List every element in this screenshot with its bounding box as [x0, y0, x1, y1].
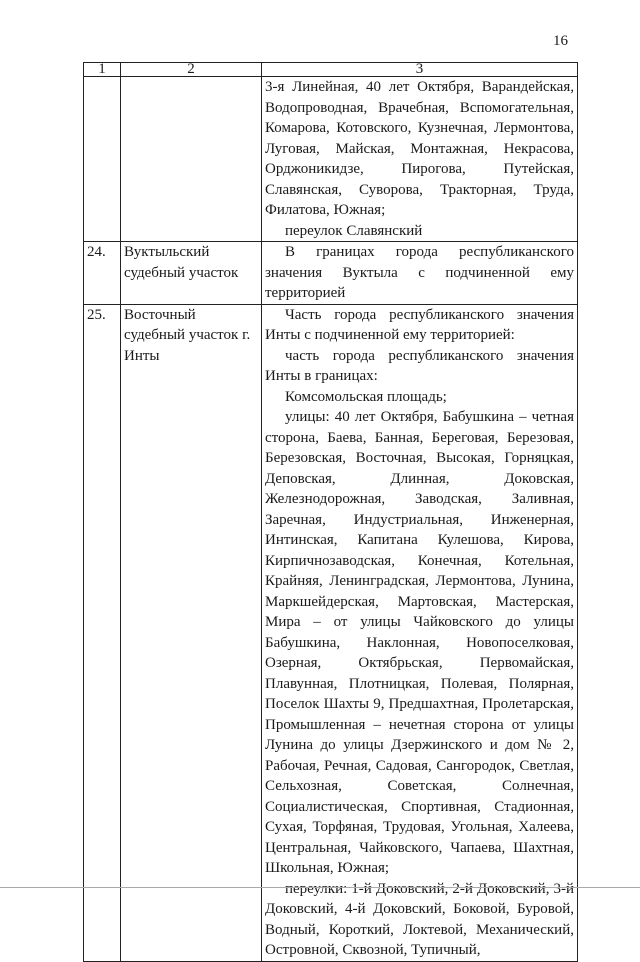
district-boundaries — [262, 77, 578, 242]
row-number: 24. — [84, 242, 121, 305]
boundary-paragraph: Комсомольская площадь; — [285, 388, 447, 405]
row-number: 25. — [84, 304, 121, 961]
boundary-paragraph: часть города республиканского значения Инты в границах: — [265, 347, 574, 384]
boundary-paragraph: улицы: 40 лет Октября, Бабушкина – четная сторона, Баева, Банная, Береговая, Березовая, Березовская, Восточная, Высокая, Горняцкая, Деповская, Длинная, Доковская, Железнодорожная, Заводская, Заливная, Заречная, Индустриальная, Инженерная, Интинская, Капитана Кулешова, Кирова, Кирпичнозаводская, Конечная, Котельная, Крайняя, Ленинградская, Лермонтова, Лунина, Маркшейдерская, Мартовская, Мастерская, Мира – от улицы Чайковского до улицы Бабушкина, Наклонная, Новопоселковая, Озерная, Октябрьская, Первомайская, Плавунная, Плотницкая, Полевая, Полярная, Поселок Шахты 9, Предшахтная, Пролетарская, Промышленная – нечетная сторона от улицы Лунина до улицы Дзержинского и дом № 2, Рабочая, Речная, Садовая, Сангородок, Светлая, Сельхозная, Советская, Солнечная, Социалистическая, Спортивная, Стадионная, Сухая, Торфяная, Трудовая, Угольная, Халеева, Центральная, Чайковского, Чапаева, Шахтная, Школьная, Южная; — [265, 409, 574, 876]
district-boundaries — [262, 304, 578, 961]
table-row — [84, 77, 578, 242]
court-districts-table — [83, 62, 578, 962]
boundary-paragraph: В границах города республиканского значения Вуктыла с подчиненной ему территорией — [265, 244, 574, 301]
district-name: Вуктыльский судебный участок — [121, 242, 262, 305]
district-name — [121, 77, 262, 242]
page-number: 16 — [553, 33, 568, 49]
table-row — [84, 242, 578, 305]
header-col-3: 3 — [262, 63, 578, 77]
district-boundaries — [262, 242, 578, 305]
district-name: Восточный судебный участок г. Инты — [121, 304, 262, 961]
boundary-paragraph: переулки: 1-й Доковский, 2-й Доковский, 3-й Доковский, 4-й Доковский, Боковой, Буровой, Водный, Короткий, Локтевой, Механический, Островной, Сквозной, Тупичный, — [265, 880, 574, 958]
boundary-paragraph: 3-я Линейная, 40 лет Октября, Варандейская, Водопроводная, Врачебная, Вспомогательная, Комарова, Котовского, Кузнечная, Лермонтова, Луговая, Майская, Монтажная, Некрасова, Орджоникидзе, Пирогова, Путейская, Славянская, Суворова, Тракторная, Труда, Филатова, Южная; — [265, 79, 574, 218]
table-body — [84, 77, 578, 962]
row-number — [84, 77, 121, 242]
header-col-1: 1 — [84, 63, 121, 77]
table-row — [84, 304, 578, 961]
header-col-2: 2 — [121, 63, 262, 77]
boundary-paragraph: переулок Славянский — [285, 222, 423, 239]
boundary-paragraph: Часть города республиканского значения Инты с подчиненной ему территорией: — [265, 306, 574, 343]
bottom-rule — [0, 887, 640, 888]
table-header-row — [84, 63, 578, 77]
